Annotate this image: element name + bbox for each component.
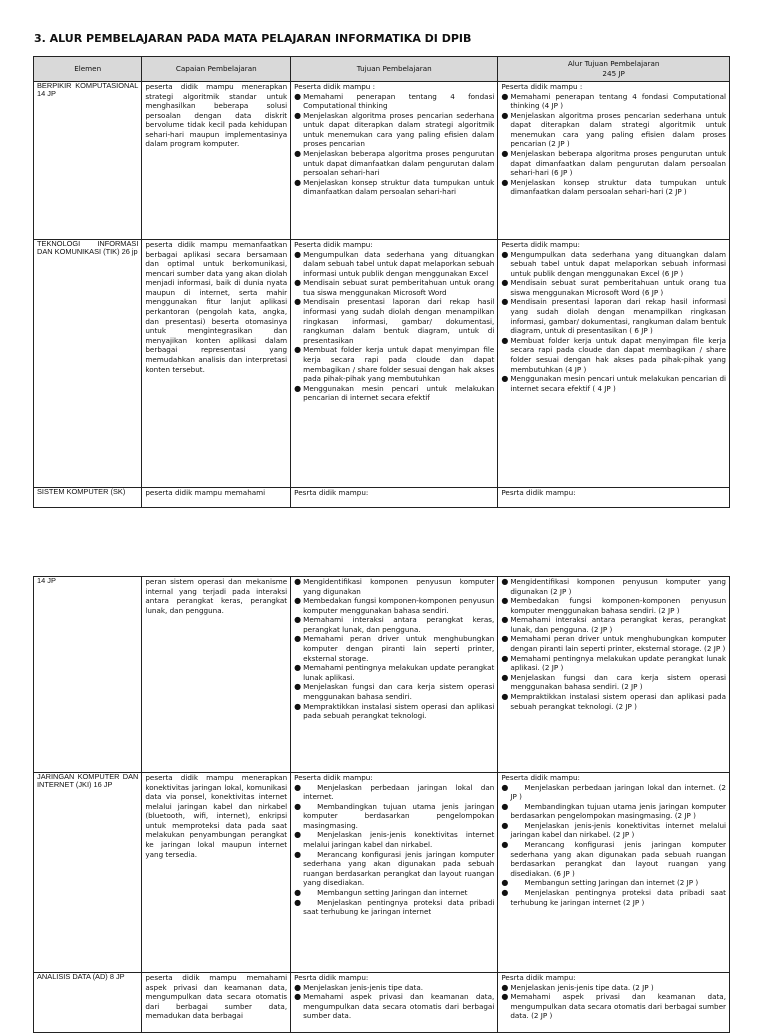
- list-item: [294, 850, 494, 888]
- list-item: [294, 992, 494, 1021]
- list-item-text: Memahami pentingnya melakukan update perangkat lunak aplikasi. (2 JP ): [510, 653, 726, 673]
- cell-elemen: JARINGAN KOMPUTER DAN INTERNET (JKI) 16 JP: [34, 773, 142, 973]
- list-item: [501, 692, 726, 711]
- list-item: [501, 634, 726, 653]
- list-item: [501, 992, 726, 1021]
- bullet-list: [501, 577, 726, 711]
- cell-intro: Peserta didik mampu :: [294, 82, 376, 91]
- list-item-text: Menjelaskan konsep struktur data tumpukan untuk dimanfaatkan dalam persoalan sehari-hari (2 JP ): [510, 177, 726, 197]
- header-alur: [498, 57, 730, 82]
- list-item-text: Menjelaskan jenis-jenis konektivitas internet melalui jaringan kabel dan nirkabel. (2 JP ): [510, 820, 726, 840]
- list-item-text: Memahami penerapan tentang 4 fondasi Computational thinking (4 JP ): [510, 91, 726, 111]
- list-item-text: Membedakan fungsi komponen-komponen penyusun komputer menggunakan bahasa sendiri.: [303, 596, 495, 615]
- cell-alur: [498, 82, 730, 240]
- list-item-text: Menjelaskan jenis-jenis konektivitas internet melalui jaringan kabel dan nirkabel.: [303, 830, 495, 850]
- list-item-text: Merancang konfigurasi jenis jaringan komputer sederhana yang akan digunakan pada sebuah ruangan berdasarkan perangkat dan layout ruangan yang disediakan. (6 JP ): [510, 840, 726, 878]
- list-item-text: Membangun setting Jaringan dan internet (2 JP ): [524, 878, 699, 888]
- list-item: [294, 250, 494, 279]
- list-item: [501, 840, 726, 878]
- list-item-text: Mendisain sebuat surat pemberitahuan untuk orang tua siswa menggunakan Microsoft Word (6 JP ): [510, 278, 726, 297]
- cell-capaian: peserta didik mampu menerapkan konektivitas jaringan lokal, komunikasi data via ponsel, konektivitas internet melalui jaringan kabel dan nirkabel (bluetooth, wifi, internet), enkripsi untuk memproteksi data pada saat melakukan penyambungan perangkat ke jaringan lokal maupun internet yang tersedia.: [142, 773, 291, 973]
- header-capaian: Capaian Pembelajaran: [142, 57, 291, 82]
- list-item-text: Menjelaskan perbedaan jaringan lokal dan internet.: [303, 782, 495, 802]
- table-body: [34, 82, 730, 508]
- list-item-text: Menjelaskan konsep struktur data tumpukan untuk dimanfaatkan dalam persoalan sehari-hari: [303, 177, 495, 197]
- list-item-text: Menjelaskan algoritma proses pencarian sederhana untuk dapat diterapkan dalam strategi algoritmik untuk menemukan cara yang paling efisien dalam proses pencarian (2 JP ): [510, 110, 726, 149]
- list-item-text: Mengidentifikasi komponen penyusun komputer yang digunakan (2 JP ): [510, 577, 726, 596]
- list-item-text: Memahami penerapan tentang 4 fondasi Computational thinking: [303, 91, 495, 111]
- cell-tujuan: [291, 82, 498, 240]
- list-item: [501, 888, 726, 907]
- cell-intro: Peserta didik mampu:: [501, 773, 580, 782]
- header-alur-title: Alur Tujuan Pembelajaran: [567, 59, 660, 69]
- list-item-text: Memahami peran driver untuk menghubungkan komputer dengan piranti lain seperti printer, eksternal storage. (2 JP ): [510, 634, 726, 654]
- list-item-text: Mengumpulkan data sederhana yang dituangkan dalam sebuah tabel untuk dapat melaporkan sebuah informasi untuk publik dengan menggunakan Excel: [303, 249, 495, 278]
- list-item: [501, 336, 726, 374]
- table-row: [34, 240, 730, 488]
- list-item: [501, 821, 726, 840]
- list-item: [294, 702, 494, 721]
- list-item: [294, 898, 494, 917]
- list-item: [501, 615, 726, 634]
- list-item-text: Menjelaskan fungsi dan cara kerja sistem operasi menggunakan bahasa sendiri. (2 JP ): [510, 672, 726, 692]
- table-row: [34, 488, 730, 508]
- list-item-text: Membangun setting Jaringan dan internet: [317, 887, 468, 897]
- list-item: [294, 577, 494, 596]
- cell-intro: Pesrta didik mampu:: [501, 488, 576, 497]
- list-item: [501, 654, 726, 673]
- list-item: [294, 783, 494, 802]
- list-item: [294, 596, 494, 615]
- list-item-text: Memahami interaksi antara perangkat keras, perangkat lunak, dan pengguna.: [303, 615, 495, 634]
- list-item-text: Membedakan fungsi komponen-komponen penyusun komputer menggunakan bahasa sendiri. (2 JP ): [510, 596, 726, 615]
- list-item-text: Mengidentifikasi komponen penyusun komputer yang digunakan: [303, 577, 495, 596]
- list-item-text: Menjelaskan perbedaan jaringan lokal dan internet. (2 JP ): [510, 782, 726, 802]
- cell-alur: [498, 488, 730, 508]
- list-item-text: Menjelaskan beberapa algoritma proses pengurutan untuk dapat dimanfaatkan dalam pengurutan dalam persoalan sehari-hari (6 JP ): [510, 149, 726, 178]
- list-item: [294, 278, 494, 297]
- cell-alur: [498, 773, 730, 973]
- cell-intro: Pesrta didik mampu:: [294, 488, 369, 497]
- table-header-row: [34, 57, 730, 82]
- list-item-text: Menjelaskan jenis-jenis tipe data.: [303, 982, 424, 992]
- cell-tujuan: [291, 577, 498, 773]
- bullet-list: [501, 783, 726, 908]
- bullet-list: [501, 92, 726, 197]
- table-body: [34, 577, 730, 1033]
- cell-alur: [498, 577, 730, 773]
- cell-elemen: BERPIKIR KOMPUTASIONAL 14 JP: [34, 82, 142, 240]
- list-item-text: Mendisain presentasi laporan dari rekap hasil informasi yang sudah diolah dengan menampilkan ringkasan informasi, gambar/ dokumentasi, rangkuman dalam bentuk diagram, untuk di presentasikan: [303, 297, 495, 345]
- list-item: [294, 149, 494, 178]
- list-item: [501, 596, 726, 615]
- list-item: [294, 634, 494, 663]
- list-item: [294, 830, 494, 849]
- list-item-text: Membuat folder kerja untuk dapat menyimpan file kerja secara rapi pada cloude dan dapat membagikan / share folder sesuai dengan hak akses pada pihak-pihak yang membutuhkan (4 JP ): [510, 335, 726, 374]
- list-item-text: Menjelaskan jenis-jenis tipe data. (2 JP ): [510, 982, 654, 992]
- cell-tujuan: [291, 488, 498, 508]
- list-item-text: Merancang konfigurasi jenis jaringan komputer sederhana yang akan digunakan pada sebuah ruangan berdasarkan perangkat dan layout ruangan yang disediakan.: [303, 849, 495, 888]
- list-item-text: Menggunakan mesin pencari untuk melakukan pencarian di internet secara efektif ( 4 JP ): [510, 374, 726, 393]
- cell-elemen: 14 JP: [34, 577, 142, 773]
- list-item: [501, 577, 726, 596]
- list-item: [294, 297, 494, 345]
- bullet-list: [294, 250, 494, 403]
- header-elemen: Elemen: [34, 57, 142, 82]
- cell-intro: Peserta didik mampu :: [501, 82, 583, 91]
- list-item-text: Menjelaskan pentingnya proteksi data pribadi saat terhubung ke jaringan internet: [303, 897, 495, 917]
- list-item: [294, 92, 494, 111]
- cell-alur: [498, 240, 730, 488]
- cell-capaian: peserta didik mampu menerapkan strategi algoritmik standar untuk menghasilkan beberapa solusi persoalan dengan data diskrit bervolume tidak kecil pada kehidupan sehari-hari maupun implementasinya dalam program komputer.: [142, 82, 291, 240]
- list-item-text: Memahami aspek privasi dan keamanan data, mengumpulkan data secara otomatis dari berbagai sumber data.: [303, 992, 495, 1021]
- table-row: [34, 773, 730, 973]
- list-item: [294, 345, 494, 383]
- cell-tujuan: [291, 240, 498, 488]
- list-item: [294, 802, 494, 831]
- list-item: [501, 297, 726, 335]
- list-item-text: Mendisain presentasi laporan dari rekap hasil informasi yang sudah diolah dengan menampilkan ringkasan informasi, gambar/ dokumentasi, rangkuman dalam bentuk diagram, untuk di presentasikan ( 6 JP ): [510, 297, 726, 336]
- list-item-text: Memahami interaksi antara perangkat keras, perangkat lunak, dan pengguna. (2 JP ): [510, 615, 726, 634]
- list-item-text: Memahami peran driver untuk menghubungkan komputer dengan piranti lain seperti printer, eksternal storage.: [303, 634, 495, 663]
- list-item-text: Menjelaskan pentingnya proteksi data pribadi saat terhubung ke jaringan internet (2 JP ): [510, 887, 726, 907]
- list-item-text: Mengumpulkan data sederhana yang dituangkan dalam sebuah tabel untuk dapat melaporkan sebuah informasi untuk publik dengan menggunakan Excel (6 JP ): [510, 249, 726, 278]
- cell-intro: Peserta didik mampu:: [501, 240, 580, 249]
- list-item: [294, 983, 494, 993]
- list-item: [501, 983, 726, 993]
- list-item: [501, 673, 726, 692]
- header-alur-jp: 245 JP: [602, 69, 625, 78]
- bullet-list: [294, 983, 494, 1021]
- bullet-list: [294, 783, 494, 917]
- list-item-text: Membandingkan tujuan utama jenis jaringan komputer berdasarkan pengelompokan masingmasing. (2 JP ): [510, 801, 726, 821]
- list-item-text: Menjelaskan algoritma proses pencarian sederhana untuk dapat diterapkan dalam strategi algoritmik untuk menemukan cara yang paling efisien dalam proses pencarian: [303, 110, 495, 149]
- bullet-list: [501, 250, 726, 394]
- list-item-text: Membuat folder kerja untuk dapat menyimpan file kerja secara rapi pada cloude dan dapat membagikan / share folder sesuai dengan hak akses pada pihak-pihak yang membutuhkan: [303, 345, 495, 384]
- list-item: [294, 615, 494, 634]
- list-item: [501, 149, 726, 178]
- list-item: [501, 878, 726, 888]
- cell-capaian: peserta didik mampu memanfaatkan berbagai aplikasi secara bersamaan dan optimal untuk berkomunikasi, mencari sumber data yang akan diolah menjadi informasi, baik di dunia nyata maupun di internet, serta mahir menggunakan fitur lanjut aplikasi perkantoran (pengolah kata, angka, dan presentasi) beserta otomasinya untuk mengintegrasikan dan menyajikan konten aplikasi dalam berbagai representasi yang memudahkan analisis dan interpretasi konten tersebut.: [142, 240, 291, 488]
- list-item-text: Memahami pentingnya melakukan update perangkat lunak aplikasi.: [303, 663, 495, 682]
- cell-intro: Pesrta didik mampu:: [294, 973, 369, 982]
- cell-intro: Pesrta didik mampu:: [501, 973, 576, 982]
- list-item: [501, 802, 726, 821]
- cell-capaian: peserta didik mampu memahami aspek privasi dan keamanan data, mengumpulkan data secara otomatis dari berbagai sumber data, memadukan data berbagai: [142, 973, 291, 1033]
- bullet-list: [501, 983, 726, 1021]
- learning-flow-table-part-1: [33, 56, 730, 508]
- cell-elemen: ANALISIS DATA (AD) 8 JP: [34, 973, 142, 1033]
- list-item: [501, 250, 726, 279]
- list-item-text: Mempraktikkan instalasi sistem operasi dan aplikasi pada sebuah perangkat teknologi.: [303, 701, 495, 721]
- list-item: [501, 178, 726, 197]
- bullet-list: [294, 92, 494, 197]
- list-item: [294, 663, 494, 682]
- list-item-text: Membandingkan tujuan utama jenis jaringan komputer berdasarkan pengelompokan masingmasing.: [303, 801, 495, 830]
- section-heading: 3. ALUR PEMBELAJARAN PADA MATA PELAJARAN INFORMATIKA DI DPIB: [34, 32, 472, 45]
- cell-capaian: peran sistem operasi dan mekanisme internal yang terjadi pada interaksi antara perangkat keras, perangkat lunak, dan pengguna.: [142, 577, 291, 773]
- list-item: [501, 92, 726, 111]
- list-item-text: Menjelaskan fungsi dan cara kerja sistem operasi menggunakan bahasa sendiri.: [303, 682, 495, 701]
- header-tujuan: Tujuan Pembelajaran: [291, 57, 498, 82]
- list-item: [294, 888, 494, 898]
- list-item: [501, 374, 726, 393]
- list-item-text: Mempraktikkan instalasi sistem operasi dan aplikasi pada sebuah perangkat teknologi. (2 JP ): [510, 691, 726, 711]
- list-item: [294, 111, 494, 149]
- list-item: [501, 111, 726, 149]
- learning-flow-table-part-2: [33, 576, 730, 1033]
- list-item-text: Menggunakan mesin pencari untuk melakukan pencarian di internet secara efektif: [303, 383, 495, 403]
- list-item-text: Mendisain sebuat surat pemberitahuan untuk orang tua siswa menggunakan Microsoft Word: [303, 278, 495, 297]
- table-row: [34, 577, 730, 773]
- cell-elemen: SISTEM KOMPUTER (SK): [34, 488, 142, 508]
- list-item-text: Memahami aspek privasi dan keamanan data, mengumpulkan data secara otomatis dari berbagai sumber data. (2 JP ): [510, 992, 726, 1021]
- list-item: [294, 384, 494, 403]
- table-row: [34, 82, 730, 240]
- list-item: [501, 278, 726, 297]
- list-item-text: Menjelaskan beberapa algoritma proses pengurutan untuk dapat dimanfaatkan dalam pengurutan dalam persoalan sehari-hari: [303, 149, 495, 178]
- bullet-list: [294, 577, 494, 721]
- cell-intro: Peserta didik mampu:: [294, 773, 373, 782]
- list-item: [501, 783, 726, 802]
- list-item: [294, 682, 494, 701]
- list-item: [294, 178, 494, 197]
- cell-intro: Peserta didik mampu:: [294, 240, 373, 249]
- cell-capaian: peserta didik mampu memahami: [142, 488, 291, 508]
- cell-elemen: TEKNOLOGI INFORMASI DAN KOMUNIKASI (TIK) 26 jp: [34, 240, 142, 488]
- cell-tujuan: [291, 773, 498, 973]
